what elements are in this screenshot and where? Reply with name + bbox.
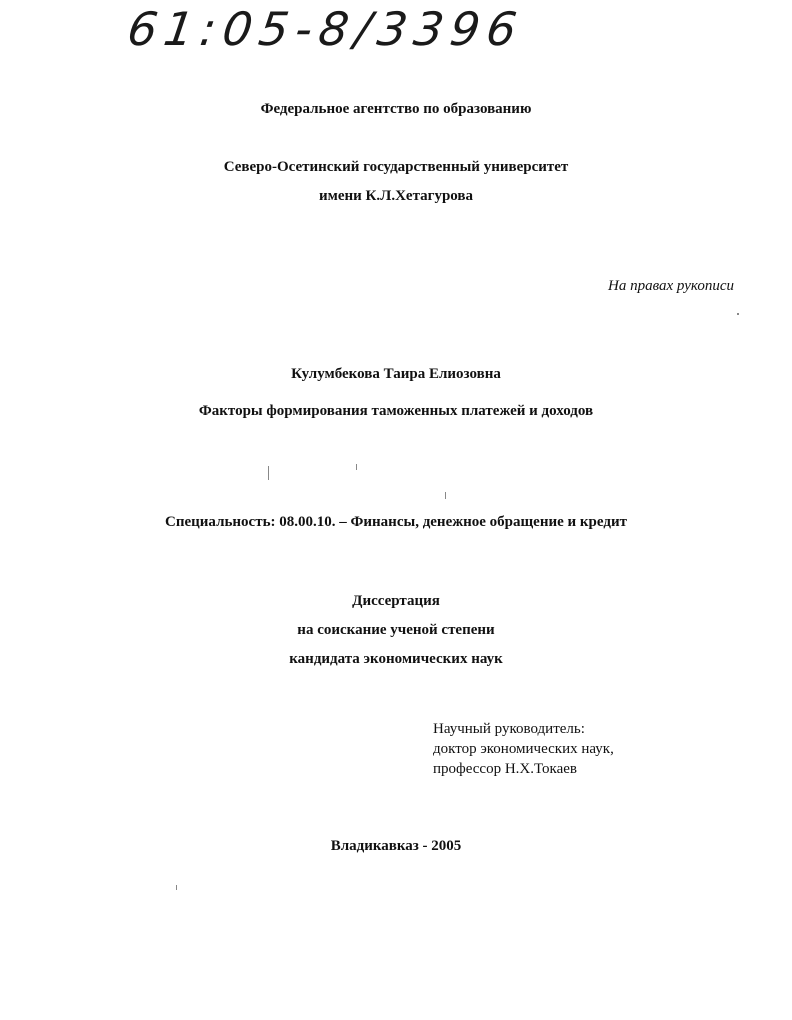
university-named-after: имени К.Л.Хетагурова — [318, 188, 474, 204]
dissertation-title: Факторы формирования таможенных платежей и доходов — [198, 403, 594, 419]
scan-speck — [737, 313, 739, 315]
degree-line-1: Диссертация — [352, 593, 440, 609]
author-name: Кулумбекова Таира Елиозовна — [291, 366, 501, 382]
place-and-year: Владикавказ - 2005 — [330, 838, 462, 854]
university-name: Северо-Осетинский государственный университет — [223, 159, 569, 175]
scan-speck — [445, 492, 446, 499]
agency-name: Федеральное агентство по образованию — [260, 101, 532, 117]
scan-speck — [268, 466, 269, 480]
supervisor-degree: доктор экономических наук, — [433, 741, 614, 757]
supervisor-name: профессор Н.Х.Токаев — [433, 761, 578, 777]
specialty: Специальность: 08.00.10. – Финансы, денежное обращение и кредит — [165, 514, 627, 530]
manuscript-rights-note: На правах рукописи — [608, 278, 734, 294]
archive-code-handwritten: 61:05-8/3396 — [124, 2, 527, 56]
degree-line-2: на соискание ученой степени — [297, 622, 495, 638]
supervisor-label: Научный руководитель: — [433, 721, 585, 737]
scan-speck — [176, 885, 177, 890]
degree-line-3: кандидата экономических наук — [289, 651, 503, 667]
scan-speck — [356, 464, 357, 470]
